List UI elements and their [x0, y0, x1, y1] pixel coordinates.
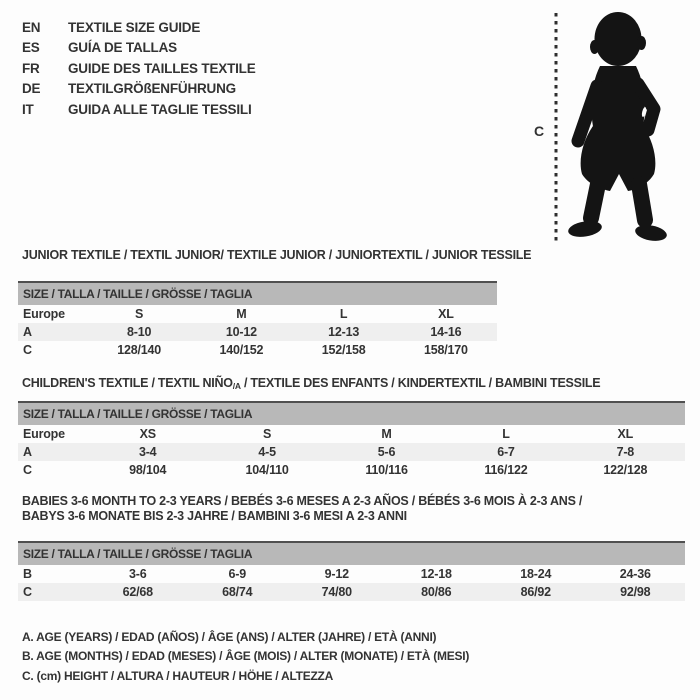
- table-cell: 8-10: [127, 325, 152, 339]
- children-table-title: [22, 376, 600, 394]
- language-code: IT: [22, 101, 34, 117]
- table-row-height: [18, 461, 685, 479]
- table-cell: 158/170: [423, 343, 468, 357]
- language-item-es: [22, 38, 256, 59]
- table-cell: 3-4: [138, 445, 157, 459]
- language-title: GUIDA ALLE TAGLIE TESSILI: [68, 101, 252, 117]
- height-measure-label: C: [534, 123, 545, 139]
- table-cell: 14-16: [430, 325, 462, 339]
- row-label: A: [23, 325, 32, 339]
- table-cell: 7-8: [616, 445, 635, 459]
- language-item-fr: [22, 58, 256, 79]
- table-row-age: [18, 323, 497, 341]
- language-title: GUÍA DE TALLAS: [68, 40, 177, 56]
- table-cell: 98/104: [129, 463, 167, 477]
- footnotes: [22, 628, 469, 686]
- table-cell: S: [263, 427, 272, 441]
- language-title: GUIDE DES TAILLES TEXTILE: [68, 60, 256, 76]
- table-cell: M: [236, 307, 247, 321]
- row-label: B: [23, 567, 32, 581]
- table-cell: 5-6: [377, 445, 396, 459]
- table-row-age: [18, 443, 685, 461]
- table-row-europe: [18, 305, 497, 323]
- language-item-de: [22, 79, 256, 100]
- children-size-table: [18, 401, 685, 479]
- toddler-silhouette-icon: [567, 12, 668, 243]
- table-cell: 80/86: [421, 585, 452, 599]
- babies-title-line1: BABIES 3-6 MONTH TO 2-3 YEARS / BEBÉS 3-6 MESES A 2-3 AÑOS / BÉBÉS 3-6 MOIS À 2-3 ANS /: [22, 494, 583, 508]
- babies-table-title: [22, 494, 582, 524]
- table-cell: 104/110: [245, 463, 289, 477]
- table-cell: 62/68: [122, 585, 153, 599]
- babies-size-table: [18, 541, 685, 601]
- table-cell: 110/116: [365, 463, 408, 477]
- table-cell: 24-36: [619, 567, 651, 581]
- table-row-height: [18, 583, 685, 601]
- children-title-post: / TEXTILE DES ENFANTS / KINDERTEXTIL / BAMBINI TESSILE: [240, 376, 601, 390]
- table-cell: 152/158: [321, 343, 366, 357]
- table-cell: 12-18: [420, 567, 452, 581]
- table-cell: L: [502, 427, 510, 441]
- table-cell: XL: [438, 307, 454, 321]
- table-cell: S: [135, 307, 144, 321]
- footnote-c: C. (cm) HEIGHT / ALTURA / HAUTEUR / HÖHE / ALTEZZA: [22, 668, 334, 683]
- table-cell: M: [381, 427, 392, 441]
- table-cell: L: [339, 307, 348, 321]
- table-cell: 68/74: [222, 585, 253, 599]
- size-header-bar: SIZE / TALLA / TAILLE / GRÖSSE / TAGLIA: [18, 403, 685, 425]
- table-cell: XL: [617, 427, 634, 441]
- table-cell: 18-24: [520, 567, 552, 581]
- table-cell: 116/122: [484, 463, 528, 477]
- toddler-silhouette-svg: [534, 8, 694, 250]
- table-row-europe: [18, 425, 685, 443]
- row-label: C: [23, 585, 32, 599]
- language-code: FR: [22, 60, 40, 76]
- footnote-b: B. AGE (MONTHS) / EDAD (MESES) / ÂGE (MOIS) / ALTER (MONATE) / ETÀ (MESI): [22, 649, 470, 664]
- footnote-a: A. AGE (YEARS) / EDAD (AÑOS) / ÂGE (ANS) / ALTER (JAHRE) / ETÀ (ANNI): [22, 630, 437, 644]
- row-label: C: [23, 343, 32, 357]
- junior-size-table: [18, 281, 497, 359]
- table-cell: 6-9: [228, 567, 246, 581]
- table-cell: 3-6: [129, 567, 147, 581]
- language-code: ES: [22, 40, 40, 56]
- children-title-pre: CHILDREN'S TEXTILE / TEXTIL NIÑO: [22, 376, 233, 390]
- table-cell: 74/80: [321, 585, 352, 599]
- language-code: DE: [22, 81, 41, 97]
- toddler-figure: [534, 8, 694, 250]
- table-cell: 4-5: [258, 445, 276, 459]
- children-title-sub: /A: [232, 381, 241, 391]
- language-title: TEXTILGRÖßENFÜHRUNG: [68, 81, 236, 97]
- language-item-en: [22, 17, 256, 38]
- size-header-bar: SIZE / TALLA / TAILLE / GRÖSSE / TAGLIA: [18, 283, 497, 305]
- language-list: [22, 17, 256, 120]
- table-cell: 128/140: [117, 343, 162, 357]
- row-label: Europe: [23, 307, 65, 321]
- table-cell: 140/152: [219, 343, 264, 357]
- language-item-it: [22, 99, 256, 120]
- table-row-height: [18, 341, 497, 359]
- babies-title-line2: BABYS 3-6 MONATE BIS 2-3 JAHRE / BAMBINI 3-6 MESI A 2-3 ANNI: [22, 509, 407, 523]
- table-cell: 6-7: [497, 445, 515, 459]
- language-title: TEXTILE SIZE GUIDE: [68, 19, 201, 35]
- table-row-months: [18, 565, 685, 583]
- table-cell: 92/98: [620, 585, 651, 599]
- language-code: EN: [22, 19, 41, 35]
- junior-table-title: JUNIOR TEXTILE / TEXTIL JUNIOR/ TEXTILE JUNIOR / JUNIORTEXTIL / JUNIOR TESSILE: [22, 248, 532, 262]
- table-cell: 9-12: [324, 567, 349, 581]
- table-cell: XS: [139, 427, 156, 441]
- table-cell: 86/92: [520, 585, 551, 599]
- row-label: C: [23, 463, 32, 477]
- size-header-bar: SIZE / TALLA / TAILLE / GRÖSSE / TAGLIA: [18, 543, 685, 565]
- row-label: Europe: [23, 427, 65, 441]
- table-cell: 12-13: [328, 325, 360, 339]
- table-cell: 10-12: [225, 325, 257, 339]
- table-cell: 122/128: [603, 463, 648, 477]
- row-label: A: [23, 445, 32, 459]
